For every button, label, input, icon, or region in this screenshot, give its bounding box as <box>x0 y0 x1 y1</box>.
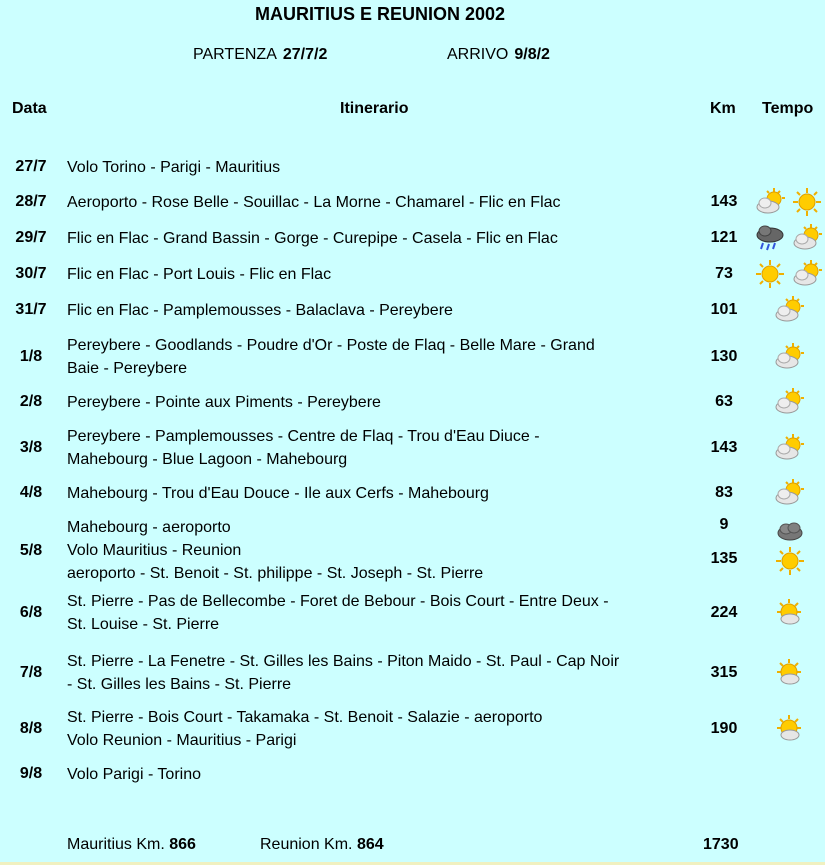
row-weather <box>752 299 825 339</box>
sun-cloud-icon <box>774 598 804 628</box>
row-km: 83 <box>715 484 733 501</box>
itinerary-line: - St. Gilles les Bains - St. Pierre <box>67 676 292 693</box>
row-km: 73 <box>715 265 733 282</box>
partly-cloudy-icon <box>774 478 804 508</box>
itinerary-line: Pereybere - Pamplemousses - Centre de Flaq - Trou d'Eau Diuce - <box>67 428 540 445</box>
itinerary-line: Mahebourg - Trou d'Eau Douce - Ile aux Cerfs - Mahebourg <box>67 485 489 502</box>
row-itinerary <box>67 299 692 322</box>
itinerary-line: Volo Parigi - Torino <box>67 766 201 783</box>
row-weather <box>752 763 825 803</box>
row-itinerary <box>67 156 692 179</box>
reunion-km-label: Reunion Km. <box>260 836 353 853</box>
row-weather <box>752 516 825 556</box>
row-km: 224 <box>710 604 738 621</box>
table-row <box>0 156 825 178</box>
table-row <box>0 191 825 213</box>
table-row <box>0 706 825 752</box>
itinerary-line: Flic en Flac - Pamplemousses - Balaclava - Pereybere <box>67 302 453 319</box>
row-weather <box>752 334 825 374</box>
row-itinerary <box>67 650 692 696</box>
row-weather <box>752 706 825 746</box>
itinerary-line: Baie - Pereybere <box>67 360 188 377</box>
row-date: 1/8 <box>19 348 43 365</box>
row-date: 31/7 <box>15 301 47 318</box>
row-km: 121 <box>710 229 738 246</box>
itinerary-line: Pereybere - Pointe aux Piments - Pereybere <box>67 394 381 411</box>
row-date: 2/8 <box>19 393 43 410</box>
row-date: 5/8 <box>19 542 43 559</box>
itinerary-line: Pereybere - Goodlands - Poudre d'Or - Poste de Flaq - Belle Mare - Grand <box>67 337 595 354</box>
partly-cloudy-icon <box>792 223 822 253</box>
table-row <box>0 516 825 585</box>
partly-cloudy-icon <box>792 259 822 289</box>
sun-icon <box>775 546 805 576</box>
partly-cloudy-icon <box>774 295 804 325</box>
row-itinerary <box>67 227 692 250</box>
departure-date: 27/7/2 <box>282 46 328 63</box>
row-itinerary <box>67 334 692 380</box>
row-date: 7/8 <box>19 664 43 681</box>
arrival-date: 9/8/2 <box>514 46 550 63</box>
table-row <box>0 650 825 696</box>
footer-mauritius <box>67 836 196 854</box>
row-date: 28/7 <box>15 193 47 210</box>
sun-icon <box>755 259 785 289</box>
table-row <box>0 482 825 504</box>
row-km: 190 <box>710 720 738 737</box>
row-km: 130 <box>710 348 738 365</box>
row-itinerary <box>67 263 692 286</box>
row-km: 9 <box>719 516 729 533</box>
arrival-label: ARRIVO <box>447 46 509 63</box>
header-date: Data <box>12 100 47 117</box>
arrival-info <box>447 46 550 64</box>
itinerary-line: St. Louise - St. Pierre <box>67 616 220 633</box>
row-date: 29/7 <box>15 229 47 246</box>
partly-cloudy-icon <box>755 187 785 217</box>
row-date: 8/8 <box>19 720 43 737</box>
row-itinerary <box>67 191 692 214</box>
table-row <box>0 425 825 471</box>
row-km: 135 <box>710 550 738 567</box>
row-date: 27/7 <box>15 158 47 175</box>
itinerary-line: Mahebourg - Blue Lagoon - Mahebourg <box>67 451 348 468</box>
sun-icon <box>792 187 822 217</box>
itinerary-line: St. Pierre - Pas de Bellecombe - Foret de Bebour - Bois Court - Entre Deux - <box>67 593 609 610</box>
itinerary-line: St. Pierre - Bois Court - Takamaka - St. Benoit - Salazie - aeroporto <box>67 709 543 726</box>
cloud-icon <box>775 516 805 546</box>
row-itinerary <box>67 391 692 414</box>
departure-label: PARTENZA <box>193 46 277 63</box>
rain-icon <box>755 223 785 253</box>
itinerary-line: Volo Mauritius - Reunion <box>67 542 242 559</box>
row-itinerary <box>67 590 692 636</box>
itinerary-line: Flic en Flac - Grand Bassin - Gorge - Curepipe - Casela - Flic en Flac <box>67 230 558 247</box>
footer-reunion <box>260 836 384 854</box>
table-row <box>0 391 825 413</box>
itinerary-line: St. Pierre - La Fenetre - St. Gilles les Bains - Piton Maido - St. Paul - Cap Noir <box>67 653 620 670</box>
mauritius-km-value: 866 <box>169 836 196 853</box>
table-row <box>0 763 825 785</box>
table-row <box>0 590 825 636</box>
row-date: 6/8 <box>19 604 43 621</box>
row-weather <box>752 590 825 630</box>
row-date: 9/8 <box>19 765 43 782</box>
table-row <box>0 299 825 321</box>
sun-cloud-icon <box>774 658 804 688</box>
row-weather <box>752 425 825 465</box>
row-km: 143 <box>710 439 738 456</box>
header-weather: Tempo <box>762 100 814 117</box>
row-date: 4/8 <box>19 484 43 501</box>
row-itinerary <box>67 763 692 786</box>
table-row <box>0 334 825 380</box>
partly-cloudy-icon <box>774 387 804 417</box>
departure-info <box>193 46 327 64</box>
sun-cloud-icon <box>774 714 804 744</box>
reunion-km-value: 864 <box>356 836 384 853</box>
row-itinerary <box>67 425 692 471</box>
itinerary-line: Flic en Flac - Port Louis - Flic en Flac <box>67 266 332 283</box>
row-weather <box>752 650 825 690</box>
row-km: 143 <box>710 193 738 210</box>
mauritius-km-label: Mauritius Km. <box>67 836 165 853</box>
table-row <box>0 227 825 249</box>
itinerary-line: Volo Torino - Parigi - Mauritius <box>67 159 281 176</box>
row-itinerary <box>67 706 692 752</box>
footer-total-km: 1730 <box>703 836 739 853</box>
header-km: Km <box>710 100 736 117</box>
row-itinerary <box>67 482 692 505</box>
row-itinerary <box>67 516 692 585</box>
row-date: 30/7 <box>15 265 47 282</box>
row-date: 3/8 <box>19 439 43 456</box>
partly-cloudy-icon <box>774 342 804 372</box>
itinerary-line: aeroporto - St. Benoit - St. philippe - St. Joseph - St. Pierre <box>67 565 484 582</box>
row-km: 315 <box>710 664 738 681</box>
header-itinerary: Itinerario <box>340 100 409 117</box>
row-km: 63 <box>715 393 733 410</box>
table-row <box>0 263 825 285</box>
itinerary-line: Aeroporto - Rose Belle - Souillac - La Morne - Chamarel - Flic en Flac <box>67 194 561 211</box>
itinerary-line: Mahebourg - aeroporto <box>67 519 231 536</box>
row-km: 101 <box>710 301 738 318</box>
itinerary-line: Volo Reunion - Mauritius - Parigi <box>67 732 297 749</box>
page-title: MAURITIUS E REUNION 2002 <box>254 4 506 24</box>
partly-cloudy-icon <box>774 433 804 463</box>
